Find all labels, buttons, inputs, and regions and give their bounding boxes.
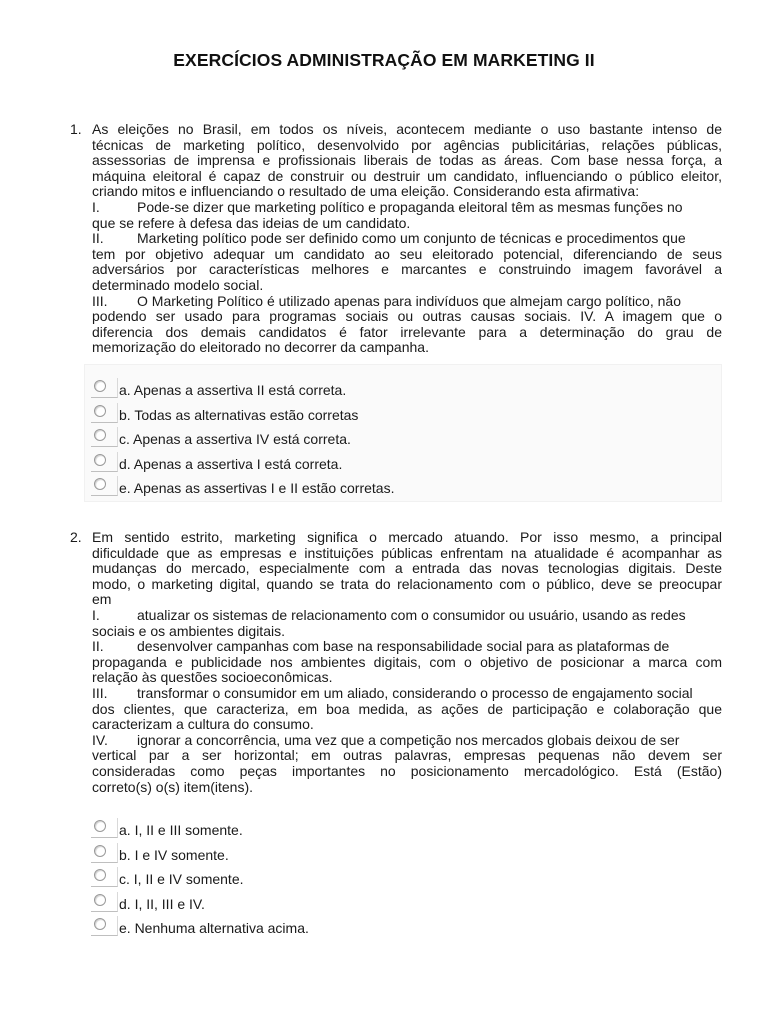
question-line: correto(s) o(s) item(itens). xyxy=(92,779,254,795)
option-label: c. I, II e IV somente. xyxy=(119,871,244,888)
question-line: As eleições no Brasil, em todos os níveis, acontecem mediante o uso bastante intenso de xyxy=(92,122,722,137)
assertion-line: I. Pode-se dizer que marketing político e propaganda eleitoral têm as mesmas funções no xyxy=(92,199,683,215)
assertion-line: III. O Marketing Político é utilizado apenas para indivíduos que almejam cargo político, não xyxy=(92,293,681,309)
assertion-line: II. Marketing político pode ser definido como um conjunto de técnicas e procedimentos que xyxy=(92,231,686,247)
radio-button-icon[interactable] xyxy=(94,454,106,466)
radio-button-icon[interactable] xyxy=(94,405,106,417)
assertion-line: I. atualizar os sistemas de relacionamento com o consumidor ou usuário, usando as redes xyxy=(92,607,686,623)
question-2-text xyxy=(92,530,722,795)
option-label: c. Apenas a assertiva IV está correta. xyxy=(119,431,351,448)
question-1-number: 1. xyxy=(70,121,82,137)
option-label: a. I, II e III somente. xyxy=(119,822,243,838)
question-1-options xyxy=(84,364,722,502)
assertion-line: III. transformar o consumidor em um aliado, considerando o processo de engajamento social xyxy=(92,685,693,701)
roman-numeral: II. xyxy=(92,231,104,247)
question-line: diferencia dos demais candidatos é fator irrelevante para a determinação do grau de xyxy=(92,324,722,340)
question-line: propaganda e publicidade nos ambientes digitais, com o objetivo de posicionar a marca com xyxy=(92,654,722,670)
question-line: máquina eleitoral é capaz de construir ou destruir um candidato, influenciando o público eleitor, xyxy=(92,168,722,184)
option-label: e. Apenas as assertivas I e II estão corretas. xyxy=(119,480,395,497)
radio-button-icon[interactable] xyxy=(94,845,106,857)
assertion-line: IV. ignorar a concorrência, uma vez que a competição nos mercados globais deixou de ser xyxy=(92,732,680,748)
question-line: que se refere à defesa das ideias de um candidato. xyxy=(92,215,411,231)
question-line: adversários por características melhores e marcantes e construindo imagem favorável a xyxy=(92,262,722,278)
radio-button-icon[interactable] xyxy=(94,894,106,906)
roman-numeral: III. xyxy=(92,685,108,701)
question-line: modo, o marketing digital, quando se trata do relacionamento com o público, deve se preocupar xyxy=(92,576,722,592)
question-line: técnicas de marketing político, desenvolvido por agências publicitárias, relações públicas, xyxy=(92,137,722,153)
radio-button-icon[interactable] xyxy=(94,820,106,832)
roman-numeral: I. xyxy=(92,607,100,623)
question-line: dificuldade que as empresas e instituições públicas enfrentam na atualidade é acompanhar as xyxy=(92,545,722,561)
question-line: sociais e os ambientes digitais. xyxy=(92,623,285,639)
question-line: caracterizam a cultura do consumo. xyxy=(92,717,314,733)
question-1-text xyxy=(92,122,722,356)
option-d[interactable] xyxy=(85,451,721,476)
question-2-options xyxy=(84,810,722,940)
radio-button-icon[interactable] xyxy=(94,380,106,392)
question-line: vertical par a ser horizontal; em outras palavras, empresas pequenas não devem ser xyxy=(92,748,722,764)
option-c[interactable] xyxy=(85,426,721,451)
option-label: e. Nenhuma alternativa acima. xyxy=(119,920,309,937)
roman-numeral: I. xyxy=(92,199,100,215)
option-b[interactable] xyxy=(85,402,721,427)
question-line: relação às questões socioeconômicas. xyxy=(92,670,333,686)
question-line: em xyxy=(92,592,112,608)
option-a[interactable] xyxy=(85,377,721,402)
option-b[interactable] xyxy=(85,842,721,867)
question-line: assessorias de imprensa e profissionais liberais de todas as áreas. Com base nessa força, a xyxy=(92,153,722,169)
question-line: Em sentido estrito, marketing significa o mercado atuando. Por isso mesmo, a principal xyxy=(92,530,722,545)
roman-numeral: IV. xyxy=(92,732,108,748)
option-c[interactable] xyxy=(85,866,721,891)
option-label: d. Apenas a assertiva I está correta. xyxy=(119,455,343,472)
option-e[interactable] xyxy=(85,915,721,940)
option-label: a. Apenas a assertiva II está correta. xyxy=(119,382,347,398)
question-line: dos clientes, que caracteriza, em boa medida, as ações de participação e colaboração que xyxy=(92,701,722,717)
question-2-number: 2. xyxy=(70,529,82,545)
question-line: determinado modelo social. xyxy=(92,277,264,293)
question-line: mudanças do mercado, especialmente com a entrada das novas tecnologias digitais. Deste xyxy=(92,561,722,577)
question-line: consideradas como peças importantes no posicionamento mercadológico. Está (Estão) xyxy=(92,763,722,779)
option-a[interactable] xyxy=(85,817,721,842)
option-label: b. Todas as alternativas estão corretas xyxy=(119,406,359,423)
question-line: memorização do eleitorado no decorrer da campanha. xyxy=(92,340,429,356)
assertion-line: II. desenvolver campanhas com base na responsabilidade social para as plataformas de xyxy=(92,639,670,655)
option-e[interactable] xyxy=(85,475,721,500)
question-line: criando mitos e influenciando o resultado de uma eleição. Considerando esta afirmativa: xyxy=(92,184,640,200)
option-label: b. I e IV somente. xyxy=(119,846,229,863)
option-d[interactable] xyxy=(85,891,721,916)
roman-numeral: II. xyxy=(92,639,104,655)
option-label: d. I, II, III e IV. xyxy=(119,895,205,912)
page-title: EXERCÍCIOS ADMINISTRAÇÃO EM MARKETING II xyxy=(173,50,595,70)
question-line: podendo ser usado para programas sociais ou outras causas sociais. IV. A imagem que o xyxy=(92,309,722,325)
roman-numeral: III. xyxy=(92,293,108,309)
question-line: tem por objetivo adequar um candidato ao seu eleitorado potencial, diferenciando de seus xyxy=(92,246,722,262)
